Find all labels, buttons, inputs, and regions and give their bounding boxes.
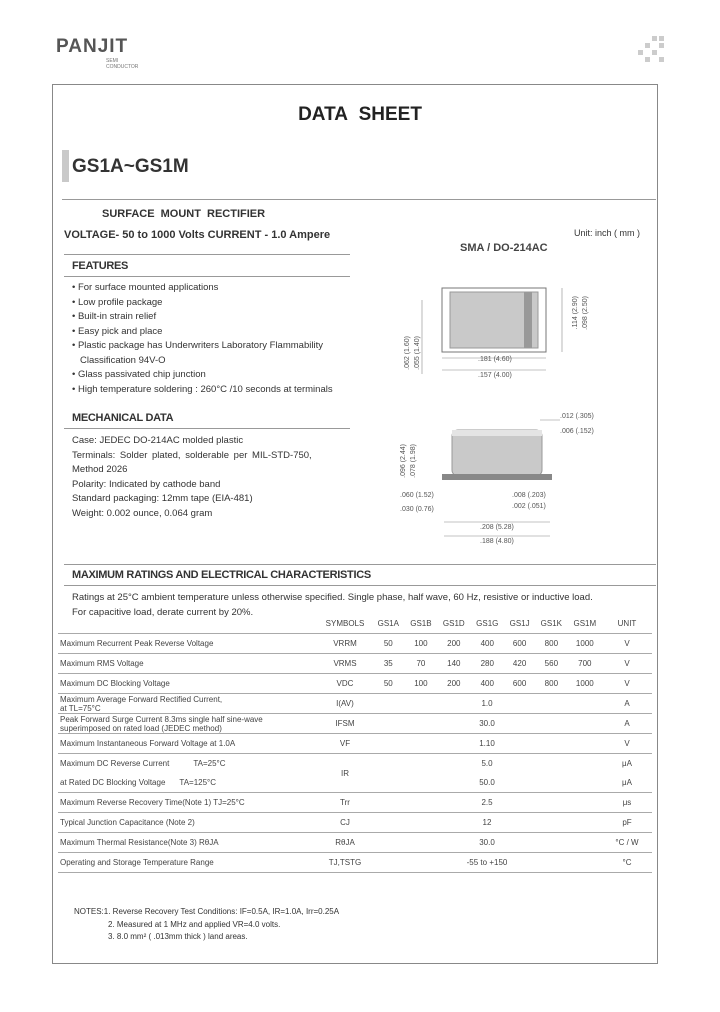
dim-label: .012 (.305) (560, 413, 594, 420)
dim-label: .002 (.051) (512, 503, 546, 510)
table-header: GS1K (535, 614, 568, 634)
list-item: • Plastic package has Underwriters Laboratory Flammability (72, 339, 362, 354)
table-header: GS1M (568, 614, 602, 634)
mechanical-line: Case: JEDEC DO-214AC molded plastic (72, 435, 244, 446)
notes (74, 906, 339, 944)
table-row: Maximum Reverse Recovery Time(Note 1) TJ=25°C Trr 2.5 μs (58, 793, 652, 813)
list-item: • For surface mounted applications (72, 281, 362, 296)
table-row: Maximum Recurrent Peak Reverse Voltage VRRM 50 100 200 400 600 800 1000 V (58, 634, 652, 654)
dim-label: .055 (1.40) (414, 336, 421, 370)
table-row: Peak Forward Surge Current 8.3ms single half sine-wave superimposed on rated load (JEDEC method) IFSM 30.0 A (58, 714, 652, 734)
note-line: NOTES:1. Reverse Recovery Test Conditions: IF=0.5A, IR=1.0A, Irr=0.25A (74, 907, 340, 916)
table-header: GS1J (504, 614, 535, 634)
table-row: Typical Junction Capacitance (Note 2) CJ 12 pF (58, 813, 652, 833)
divider (64, 276, 350, 277)
dim-label: .157 (4.00) (478, 372, 512, 379)
dim-label: .062 (1.60) (404, 336, 411, 370)
dim-label: .078 (1.98) (410, 444, 417, 478)
ratings-table (58, 614, 652, 873)
voltage-current-rating: VOLTAGE- 50 to 1000 Volts CURRENT - 1.0 Ampere (64, 229, 331, 241)
divider (64, 564, 656, 565)
table-header: UNIT (602, 614, 652, 634)
list-item: • Built-in strain relief (72, 310, 362, 325)
table-header: GS1B (405, 614, 438, 634)
mechanical-line: Polarity: Indicated by cathode band (72, 478, 221, 490)
dim-label: .006 (.152) (560, 428, 594, 435)
list-item: • Easy pick and place (72, 325, 362, 340)
table-header: GS1D (437, 614, 470, 634)
dim-label: .208 (5.28) (480, 524, 514, 531)
unit-note: Unit: inch ( mm ) (574, 228, 641, 238)
dim-label: .098 (2.50) (582, 296, 589, 330)
mechanical-line: Weight: 0.002 ounce, 0.064 gram (72, 507, 213, 519)
logo-subtext: SEMI CONDUCTOR (106, 58, 139, 70)
ratings-heading: MAXIMUM RATINGS AND ELECTRICAL CHARACTERISTICS (72, 569, 371, 581)
page-title: DATA SHEET (298, 104, 422, 125)
note-line: 3. 8.0 mm² ( .013mm thick ) land areas. (108, 932, 248, 941)
mechanical-line: Standard packaging: 12mm tape (EIA-481) (72, 493, 253, 504)
dim-label: .060 (1.52) (400, 492, 434, 499)
divider (64, 585, 656, 586)
ratings-notes: Ratings at 25°C ambient temperature unless otherwise specified. Single phase, half wave, 60 Hz, resistive or inductive load. For capacitive load, derate current by 20%. (72, 592, 593, 618)
list-item: • Glass passivated chip junction (72, 368, 362, 383)
table-row: Maximum Average Forward Rectified Current, at TL=75°C I(AV) 1.0 A (58, 694, 652, 714)
features-heading: FEATURES (72, 260, 129, 272)
table-row: Maximum RMS Voltage VRMS 35 70 140 280 420 560 700 V (58, 654, 652, 674)
list-item: • Low profile package (72, 296, 362, 311)
product-subtitle: SURFACE MOUNT RECTIFIER (102, 208, 266, 220)
table-header: GS1G (470, 614, 504, 634)
table-header: GS1A (372, 614, 405, 634)
part-number: GS1A~GS1M (72, 156, 189, 177)
dim-label: .030 (0.76) (400, 506, 434, 513)
table-row: Maximum DC Reverse Current TA=25°C IR 5.0 μA (58, 754, 652, 774)
package-name: SMA / DO-214AC (460, 242, 548, 254)
corner-pattern-icon (638, 36, 668, 66)
dim-label: .188 (4.80) (480, 538, 514, 545)
table-header: SYMBOLS (318, 614, 372, 634)
part-number-accent (62, 150, 69, 182)
divider (62, 199, 656, 200)
table-row: Maximum Thermal Resistance(Note 3) RθJA RθJA 30.0 °C / W (58, 833, 652, 853)
dim-label: .096 (2.44) (400, 444, 407, 478)
note-line: 2. Measured at 1 MHz and applied VR=4.0 volts. (108, 919, 281, 929)
table-row: Maximum Instantaneous Forward Voltage at 1.0A VF 1.10 V (58, 734, 652, 754)
list-item: • High temperature soldering : 260°C /10 seconds at terminals (72, 383, 362, 398)
list-item-continuation: Classification 94V-O (80, 354, 166, 366)
table-header-row (58, 614, 652, 634)
mechanical-line: Terminals: Solder plated, solderable per MIL-STD-750, (72, 449, 312, 461)
divider (64, 428, 350, 429)
table-row: at Rated DC Blocking Voltage TA=125°C 50.0 μA (58, 773, 652, 793)
features-list (72, 281, 362, 397)
divider (64, 254, 350, 255)
mechanical-data (72, 434, 354, 521)
panjit-logo: PANJIT (56, 36, 129, 57)
table-row: Operating and Storage Temperature Range TJ,TSTG -55 to +150 °C (58, 853, 652, 873)
table-row: Maximum DC Blocking Voltage VDC 50 100 200 400 600 800 1000 V (58, 674, 652, 694)
dim-label: .114 (2.90) (572, 296, 579, 330)
dim-label: .181 (4.60) (478, 356, 512, 363)
mechanical-line: Method 2026 (72, 464, 128, 475)
dim-label: .008 (.203) (512, 492, 546, 499)
mechanical-heading: MECHANICAL DATA (72, 412, 174, 424)
